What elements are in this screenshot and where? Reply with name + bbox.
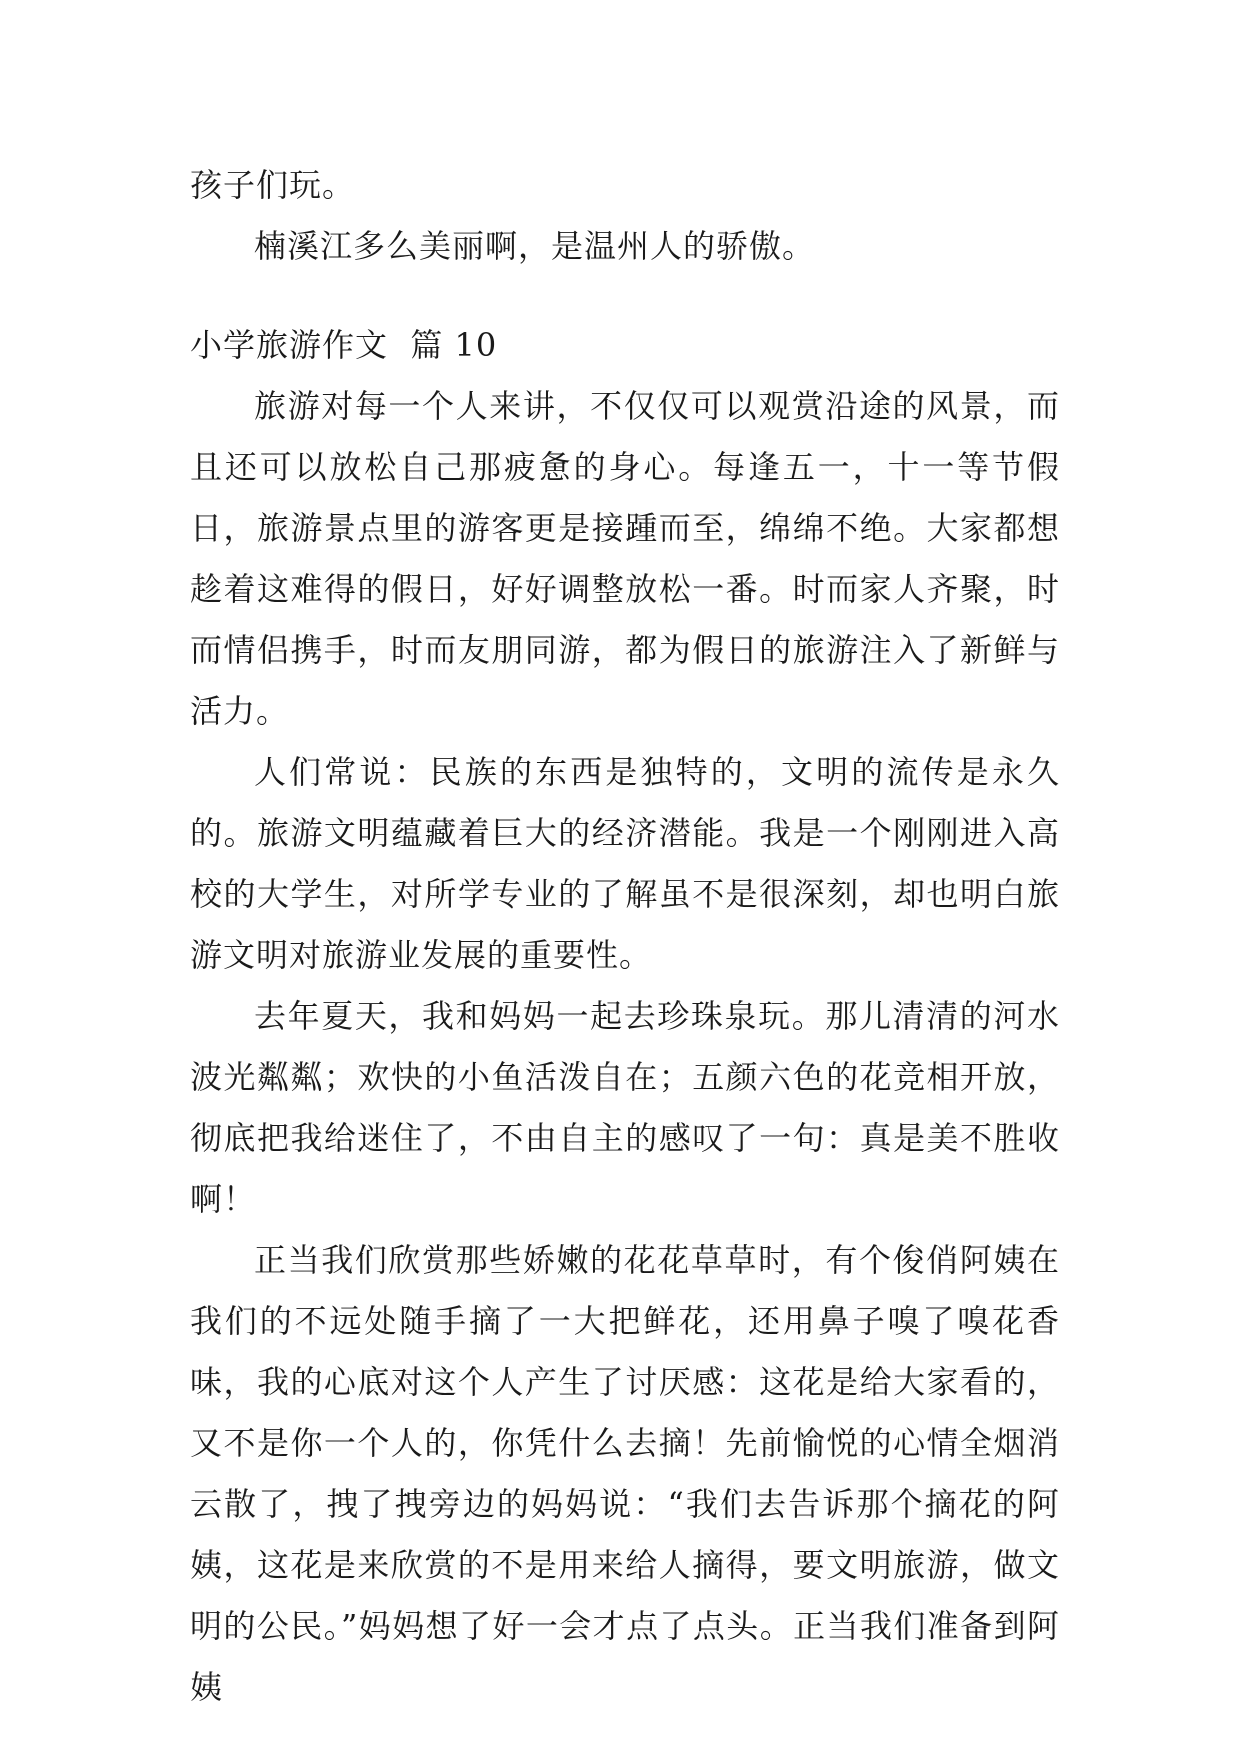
section-title: 小学旅游作文 篇 10 <box>190 326 498 364</box>
paragraph-continuation: 孩子们玩。 <box>190 166 356 204</box>
section-gap <box>190 277 1060 315</box>
paragraph-4: 正当我们欣赏那些娇嫩的花花草草时，有个俊俏阿姨在我们的不远处随手摘了一大把鲜花，还用鼻子嗅了嗅花香味，我的心底对这个人产生了讨厌感：这花是给大家看的，又不是你一个人的，你凭什么去摘！先前愉悦的心情全烟消云散了，拽了拽旁边的妈妈说：“我们去告诉那个摘花的阿姨，这花是来欣赏的不是用来给人摘得，要文明旅游，做文明的公民。”妈妈想了好一会才点了点头。正当我们准备到阿姨 <box>190 1241 1060 1706</box>
paragraph-3: 去年夏天，我和妈妈一起去珍珠泉玩。那儿清清的河水波光粼粼；欢快的小鱼活泼自在；五颜六色的花竞相开放，彻底把我给迷住了，不由自主的感叹了一句：真是美不胜收啊！ <box>190 997 1060 1218</box>
paragraph-closing: 楠溪江多么美丽啊，是温州人的骄傲。 <box>254 227 816 265</box>
document-body <box>190 155 1060 1718</box>
paragraph-1: 旅游对每一个人来讲，不仅仅可以观赏沿途的风景，而且还可以放松自己那疲惫的身心。每逢五一，十一等节假日，旅游景点里的游客更是接踵而至，绵绵不绝。大家都想趁着这难得的假日，好好调整放松一番。时而家人齐聚，时而情侣携手，时而友朋同游，都为假日的旅游注入了新鲜与活力。 <box>190 387 1060 730</box>
paragraph-2: 人们常说：民族的东西是独特的，文明的流传是永久的。旅游文明蕴藏着巨大的经济潜能。我是一个刚刚进入高校的大学生，对所学专业的了解虽不是很深刻，却也明白旅游文明对旅游业发展的重要性。 <box>190 753 1060 974</box>
